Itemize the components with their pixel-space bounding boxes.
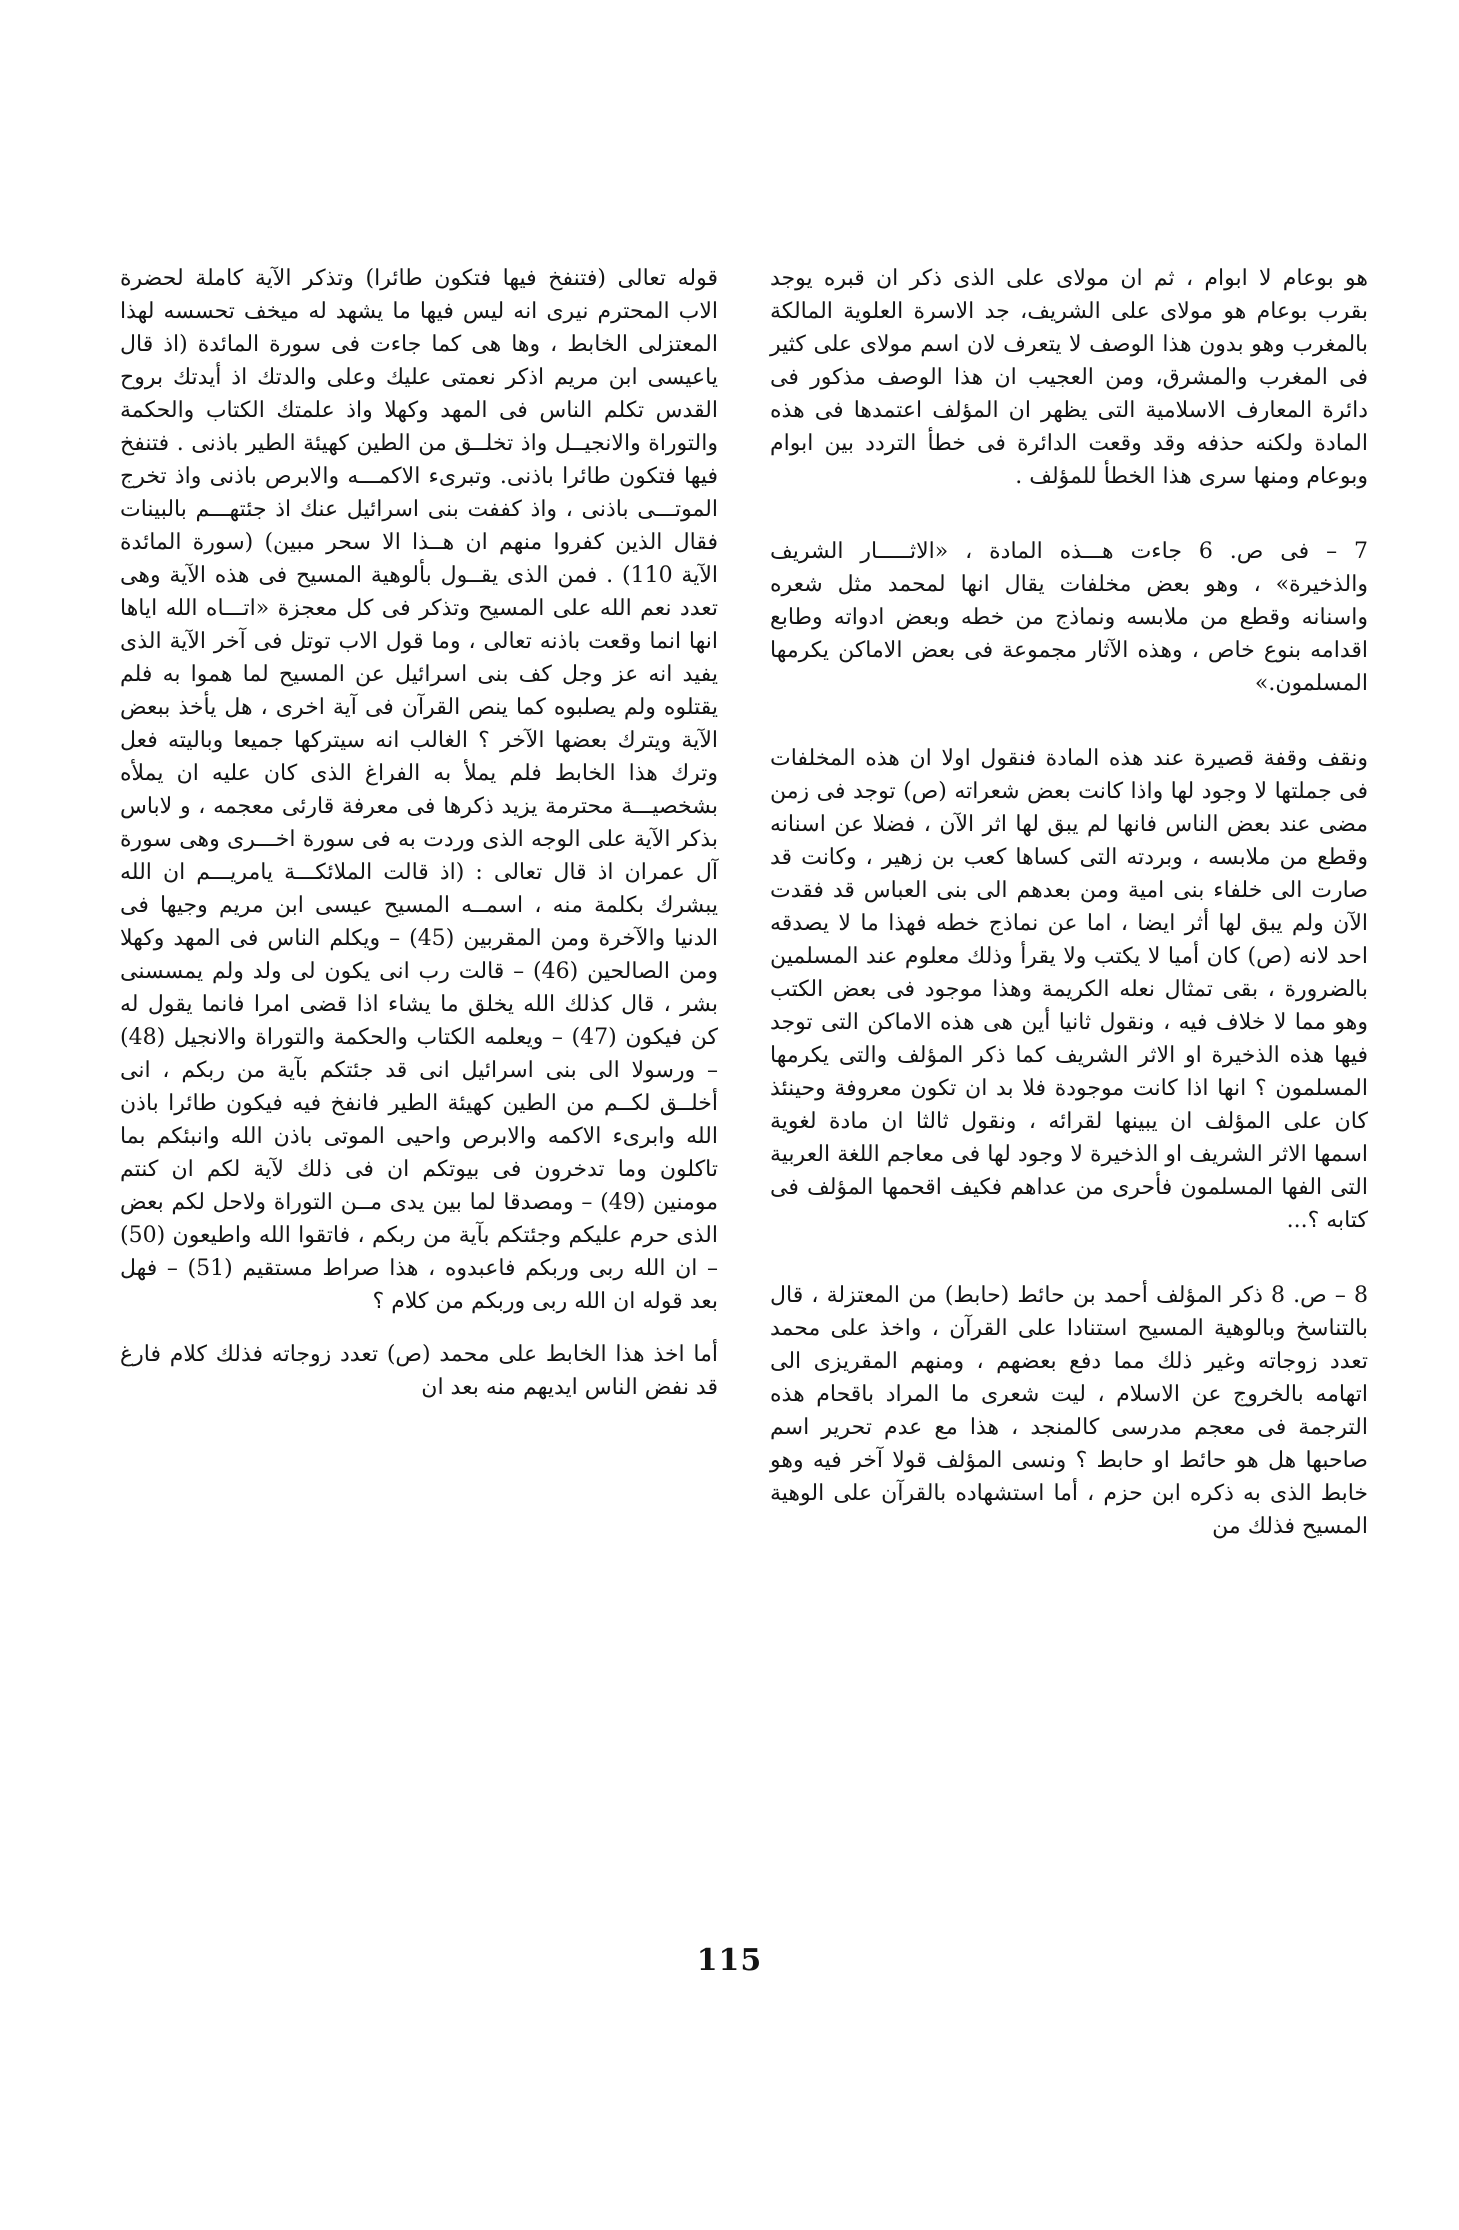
paragraph: قوله تعالى (فتنفخ فيها فتكون طائرا) وتذكر الآية كاملة لحضرة الاب المحترم نيرى انه ليس فيها ما يشهد له ميخف تحسسه لهذا المعتزلى الخابط ، وها هى كما جاءت فى سورة المائدة (اذ قال ياعيسى ابن مريم اذكر نعمتى عليك وعلى والدتك اذ أيدتك بروح القدس تكلم الناس فى المهد وكهلا واذ علمتك الكتاب والحكمة والتوراة والانجيــل واذ تخلــق من الطين كهيئة الطير باذنى . فتنفخ فيها فتكون طائرا باذنى. وتبرىء الاكمـــه والابرص باذنى واذ تخرج الموتـــى باذنى ، واذ كففت بنى اسرائيل عنك اذ جئتهـــم بالبينات فقال الذين كفروا منهم ان هــذا الا سحر مبين) (سورة المائدة الآية 110) . فمن الذى يقــول بألوهية المسيح فى هذه الآية وهى تعدد نعم الله على المسيح وتذكر فى كل معجزة «اتـــاه الله اياها انها انما وقعت باذنه تعالى ، وما قول الاب توتل فى آخر الآية الذى يفيد انه عز وجل كف بنى اسرائيل عن المسيح لما هموا به فلم يقتلوه ولم يصلبوه كما ينص القرآن فى آية اخرى ، هل يأخذ ببعض الآية ويترك بعضها الآخر ؟ الغالب انه سيتركها جميعا وباليته فعل وترك هذا الخابط فلم يملأ به الفراغ الذى كان عليه ان يملأه بشخصيـــة محترمة يزيد ذكرها فى معرفة قارئى معجمه ، و لاباس بذكر الآية على الوجه الذى وردت به فى سورة اخـــرى وهى سورة آل عمران اذ قال تعالى : (اذ قالت الملائكـــة يامريـــم ان الله يبشرك بكلمة منه ، اسمــه المسيح عيسى ابن مريم وجيها فى الدنيا والآخرة ومن المقربين (45) – ويكلم الناس فى المهد وكهلا ومن الصالحين (46) – قالت رب انى يكون لى ولد ولم يمسسنى بشر ، قال كذلك الله يخلق ما يشاء اذا قضى امرا فانما يقول له كن فيكون (47) – ويعلمه الكتاب والحكمة والتوراة والانجيل (48) – ورسولا الى بنى اسرائيل انى قد جئتكم بآية من ربكم ، انى أخلــق لكــم من الطين كهيئة الطير فانفخ فيه فيكون طائرا باذن الله وابرىء الاكمه والابرص واحيى الموتى باذن الله وانبئكم بما تاكلون وما تدخرون فى بيوتكم ان فى ذلك لآية لكم ان كنتم مومنين (49) – ومصدقا لما بين يدى مــن التوراة ولاحل لكم بعض الذى حرم عليكم وجئتكم بآية من ربكم ، فاتقوا الله واطيعون (50) – ان الله ربى وربكم فاعبدوه ، هذا صراط مستقيم (51) – فهل بعد قوله ان الله ربى وربكم من كلام ؟: [120, 266, 718, 1314]
page-number: 115: [696, 1943, 763, 1978]
paragraph: 7 – فى ص. 6 جاءت هـــذه المادة ، «الاثـــــار الشريف والذخيرة» ، وهو بعض مخلفات يقال انها لمحمد مثل شعره واسنانه وقطع من ملابسه ونماذج من خطه وبعض ادواته وطابع اقدامه بنوع خاص ، وهذه الآثار مجموعة فى بعض الاماكن يكرمها المسلمون.»: [770, 539, 1369, 696]
paragraph: 8 – ص. 8 ذكر المؤلف أحمد بن حائط (حابط) من المعتزلة ، قال بالتناسخ وبالوهية المسيح استنادا على القرآن ، واخذ على محمد تعدد زوجاته وغير ذلك مما دفع بعضهم ، ومنهم المقريزى الى اتهامه بالخروج عن الاسلام ، ليت شعرى ما المراد باقحام هذه الترجمة فى معجم مدرسى كالمنجد ، هذا مع عدم تحرير اسم صاحبها هل هو حائط او حابط ؟ ونسى المؤلف قولا آخر فيه وهو خابط الذى به ذكره ابن حزم ، أما استشهاده بالقرآن على الوهية المسيح فذلك من: [770, 1283, 1369, 1539]
paragraph: أما اخذ هذا الخابط على محمد (ص) تعدد زوجاته فذلك كلام فارغ قد نفض الناس ايديهم منه بعد ان: [120, 1342, 718, 1400]
left-column: [120, 262, 718, 1404]
paragraph: ونقف وقفة قصيرة عند هذه المادة فنقول اولا ان هذه المخلفات فى جملتها لا وجود لها واذا كانت بعض شعراته (ص) توجد فى زمن مضى عند بعض الناس فانها لم يبق لها اثر الآن ، فضلا عن اسنانه وقطع من ملابسه ، وبردته التى كساها كعب بن زهير ، وكانت قد صارت الى خلفاء بنى امية ومن بعدهم الى بنى العباس قد فقدت الآن ولم يبق لها أثر ايضا ، اما عن نماذج خطه فهذا ما لا يصدقه احد لانه (ص) كان أميا لا يكتب ولا يقرأ وذلك معلوم عند المسلمين بالضرورة ، بقى تمثال نعله الكريمة وهذا موجود فى بعض الكتب وهو مما لا خلاف فيه ، ونقول ثانيا أين هى هذه الاماكن التى توجد فيها هذه الذخيرة او الاثر الشريف كما ذكر المؤلف والتى يكرمها المسلمون ؟ انها اذا كانت موجودة فلا بد ان تكون معروفة وحينئذ كان على المؤلف ان يبينها لقرائه ، ونقول ثالثا ان مادة لغوية اسمها الاثر الشريف او الذخيرة لا وجود لها فى معاجم اللغة العربية التى الفها المسلمون فأحرى من عداهم فكيف اقحمها المؤلف فى كتابه ؟...: [770, 746, 1369, 1233]
paragraph: هو بوعام لا ابوام ، ثم ان مولاى على الذى ذكر ان قبره يوجد بقرب بوعام هو مولاى على الشريف، جد الاسرة العلوية المالكة بالمغرب وهو بدون هذا الوصف لا يتعرف لان اسم مولاى على كثير فى المغرب والمشرق، ومن العجيب ان هذا الوصف مذكور فى دائرة المعارف الاسلامية التى يظهر ان المؤلف اعتمدها فى هذه المادة ولكنه حذفه وقد وقعت الدائرة فى خطأ التردد بين ابوام وبوعام ومنها سرى هذا الخطأ للمؤلف .: [770, 266, 1368, 489]
right-column: [770, 262, 1368, 1543]
